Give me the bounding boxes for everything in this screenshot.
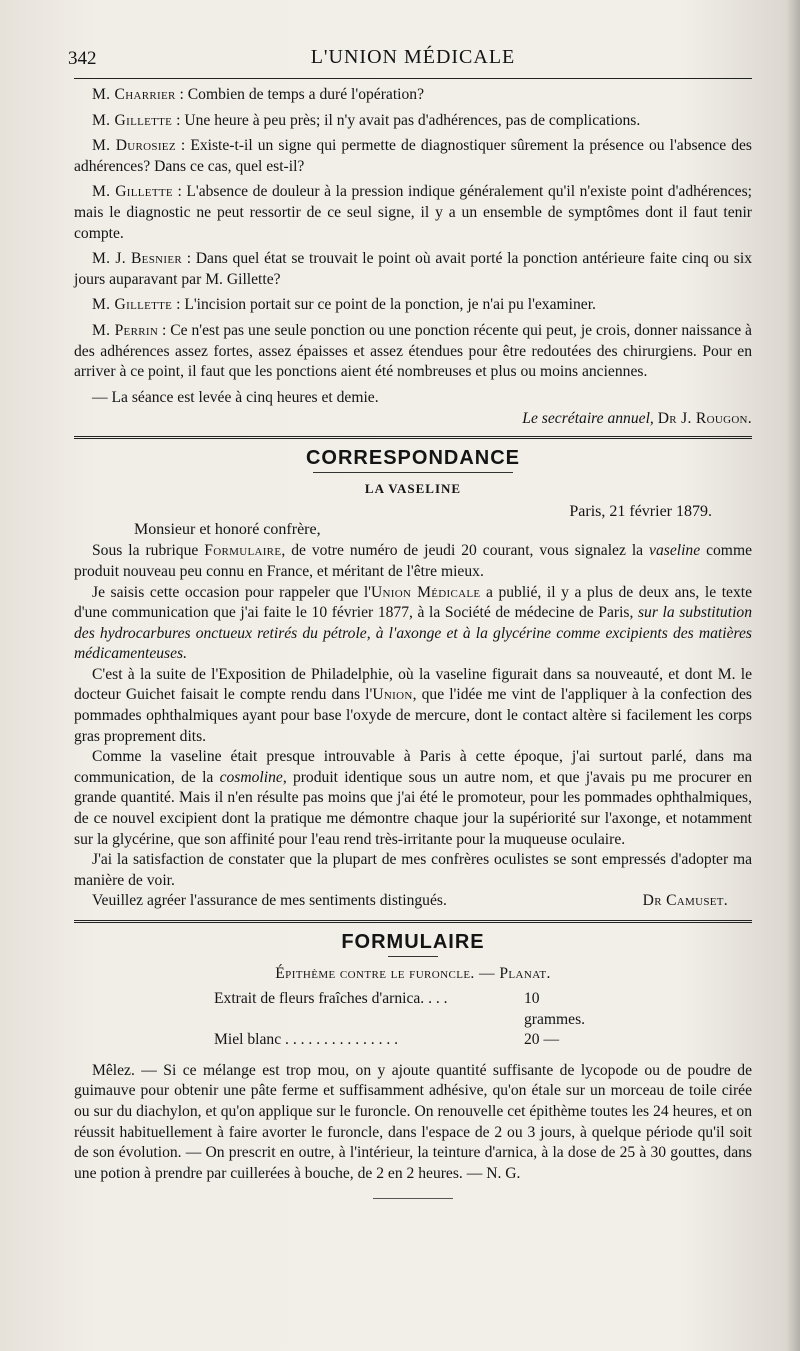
speaker-name: M. Durosiez [92, 137, 176, 155]
speaker-name: M. J. Besnier [92, 250, 182, 268]
speech-text: : Ce n'est pas une seule ponction ou une ponction récente qui peut, je crois, donner naissance à des adhérences assez fortes, assez épaisses et assez étendues pour être redoutées des chirurgiens. Pour en arriver à ce point, il faut que les ponctions aient été nombreuses et plus ou moins anciennes. [74, 321, 752, 381]
letter-paragraph [74, 583, 752, 665]
text-run: C'est à la suite de l'Exposition de Philadelphie, où la vaseline figurait dans sa nouveauté, et dont M. le docteur Guichet faisait le compte rendu dans l' [74, 665, 752, 704]
dialog-paragraph [74, 295, 752, 316]
ingredient-list [214, 989, 752, 1051]
ingredient-name: Miel blanc . . . . . . . . . . . . . . . [214, 1031, 399, 1049]
journal-title: L'UNION MÉDICALE [310, 46, 516, 68]
speech-text: : Combien de temps a duré l'opération? [175, 86, 424, 103]
speech-text: : L'incision portait sur ce point de la ponction, je n'ai pu l'examiner. [172, 296, 596, 314]
letter-paragraph [74, 665, 752, 747]
letter-paragraph: J'ai la satisfaction de constater que la plupart de mes confrères oculistes se sont empressés d'adopter ma manière de voir. [74, 851, 752, 889]
text-run: , de votre numéro de jeudi 20 courant, vous signalez la [281, 542, 650, 560]
speech-text: : Existe-t-il un signe qui permette de diagnostiquer sûrement la présence ou l'absence des adhérences? Dans ce cas, quel est-il? [74, 137, 752, 175]
speaker-name: M. Perrin [92, 321, 159, 339]
page-number: 342 [68, 48, 97, 69]
ingredient-quantity: 10 grammes. [524, 990, 586, 1028]
recipe-instructions: Mêlez. — Si ce mélange est trop mou, on y ajoute quantité suffisante de lycopode ou de poudre de guimauve pour obtenir une pâte ferme et suffisamment adhésive, qu'on étale sur un morceau de toile cirée ou sur du diachylon, et qu'on applique sur le furoncle. On renouvelle cet épithème toutes les 24 heures, et on réussit habituellement à faire avorter le furoncle, dans l'espace de 2 ou 3 jours, à quelque période qu'il soit de son évolution. — On prescrit en outre, à l'intérieur, la teinture d'arnica, à la dose de 25 à 30 gouttes, dans une potion à prendre par cuillerées à bouche, de 2 en 2 heures. — N. G. [74, 1061, 752, 1182]
journal-name: Union Médicale [370, 583, 481, 601]
letter-subject: LA VASELINE [364, 481, 462, 497]
text-run: Je saisis cette occasion pour rappeler que l' [92, 583, 371, 601]
letter-salutation: Monsieur et honoré confrère, [134, 521, 321, 539]
speaker-name: M. Charrier [92, 86, 176, 103]
title-underline [313, 472, 513, 473]
text-run: a publié, il y a plus de deux ans, le texte d'une communication que j'ai faite le 10 février 1877, à la Société de médecine de Paris, [74, 583, 752, 622]
ingredient-row [214, 989, 752, 1030]
speaker-name: M. Gillette [92, 111, 173, 129]
speech-text: : Une heure à peu près; il n'y avait pas d'adhérences, pas de complications. [172, 111, 641, 129]
section-divider [74, 436, 752, 439]
ingredient-name: Extrait de fleurs fraîches d'arnica. . . . [214, 990, 448, 1007]
page-edge-shadow [786, 0, 800, 1351]
ingredient-row [214, 1030, 752, 1051]
running-head [68, 40, 752, 74]
dialog-paragraph [74, 249, 752, 290]
communication-title: sur la substitution des hydrocarbures onctueux retirés du pétrole, à l'axonge et à la glycérine comme excipients des matières médicamenteuses. [74, 604, 752, 663]
title-underline [388, 956, 438, 957]
speech-text: : L'absence de douleur à la pression indique généralement qu'il n'existe point d'adhérences; mais le diagnostic ne peut ressortir de ce seul signe, il y a un ensemble de symptômes dont il faut tenir compte. [74, 183, 752, 242]
speaker-name: M. Gillette [92, 183, 173, 201]
formulaire-title: FORMULAIRE [341, 931, 485, 953]
letter-closing [74, 891, 752, 912]
journal-name: Union [372, 686, 413, 704]
speech-text: : Dans quel état se trouvait le point où avait porté la ponction antérieure faite cinq ou six jours auparavant par M. Gillette? [74, 250, 752, 288]
secretary-title: Le secrétaire annuel, [522, 410, 654, 428]
correspondance-title: CORRESPONDANCE [305, 447, 521, 470]
dialog-paragraph [74, 111, 752, 132]
dialog-paragraph [74, 182, 752, 244]
text-run: Comme la vaseline était presque introuvable à Paris à cette époque, j'ai surtout parlé, dans ma communication, de la [74, 748, 752, 786]
text-run: comme produit nouveau peu connu en France, et méritant de l'être mieux. [74, 542, 752, 580]
recipe-title: Épithème contre le furoncle. — Planat. [275, 965, 551, 982]
rubric-name: Formulaire [204, 542, 282, 560]
text-run: Sous la rubrique [92, 542, 205, 560]
section-divider [74, 920, 752, 923]
speaker-name: M. Gillette [92, 296, 173, 314]
letter-dateline: Paris, 21 février 1879. [569, 503, 712, 521]
header-rule [74, 78, 752, 79]
end-rule [373, 1198, 453, 1199]
ingredient-quantity: 20 — [524, 1031, 560, 1049]
secretary-signature [74, 410, 752, 428]
dialog-paragraph [74, 321, 752, 383]
italic-term: cosmoline [219, 768, 283, 786]
dialog-paragraph [74, 136, 752, 177]
letter-paragraph [74, 747, 752, 850]
dialog-paragraph [74, 85, 752, 106]
proceedings [74, 85, 752, 383]
closing-formula: Veuillez agréer l'assurance de mes sentiments distingués. [92, 892, 447, 910]
letter-signature: Dr Camuset. [642, 892, 728, 910]
letter-paragraph [74, 541, 752, 582]
secretary-name: Dr J. Rougon. [657, 410, 752, 428]
text-run: , que l'idée me vint de l'appliquer à la confection des pommades ophthalmiques ayant pour base l'oxyde de mercure, dont le contact altère si facilement les corps gras proprement dits. [74, 686, 752, 745]
text-run: , produit identique sous un autre nom, et que j'avais pu me procurer en grande quantité. Mais il n'en résulte pas moins que j'ai été le promoteur, pour les pommades ophthalmiques, de ce nouvel excipient dont la pratique me démontre chaque jour la supériorité sur l'axonge, et notamment sur la glycérine, que son affinité pour l'eau rend très-irritante pour la muqueuse oculaire. [74, 768, 753, 848]
adjournment-note: — La séance est levée à cinq heures et demie. [92, 388, 379, 406]
italic-term: vaseline [649, 542, 701, 560]
